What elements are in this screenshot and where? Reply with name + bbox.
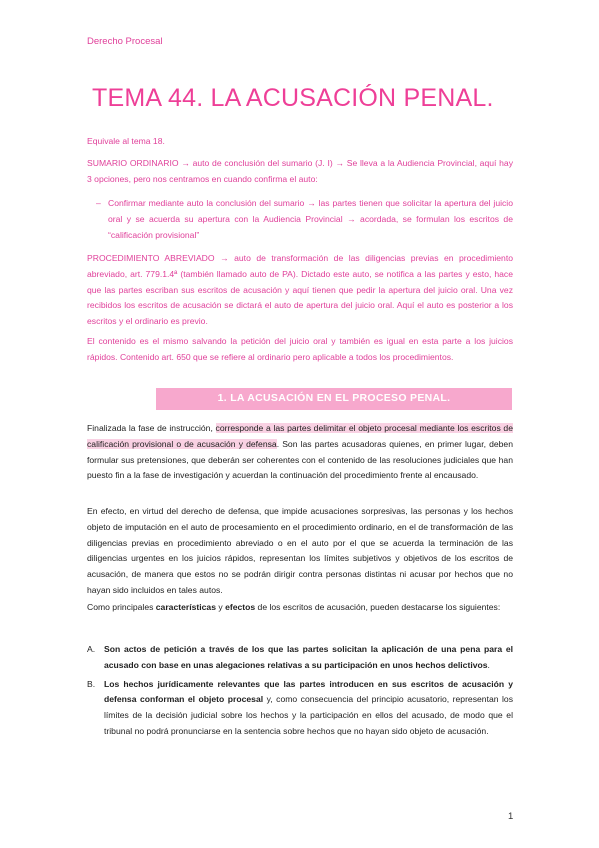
paragraph-text: Finalizada la fase de instrucción, bbox=[87, 423, 216, 433]
contenido-paragraph: El contenido es el mismo salvando la petición del juicio oral y también es igual en esta parte a los juicios rápidos. Contenido art. 650 que se refiere al ordinario pero aplicable a todos los procedimientos. bbox=[87, 336, 513, 362]
paragraph-caracteristicas bbox=[87, 600, 513, 616]
paragraph-text: de los escritos de acusación, pueden destacarse los siguientes: bbox=[255, 602, 501, 612]
dash-list-item bbox=[96, 196, 513, 243]
list-item-bold: Son actos de petición a través de los que las partes solicitan la aplicación de una pena para el acusado con base en unas alegaciones relativas a su participación en unos hechos delictivos bbox=[104, 644, 513, 670]
bold-term: efectos bbox=[225, 602, 256, 612]
equivale-note: Equivale al tema 18. bbox=[87, 136, 165, 146]
paragraph-text: . Son las partes acusadoras quienes, en primer lugar, deben formular sus pretensiones, que deberán ser coherentes con el contenido de las resoluciones judiciales que han puesto fin a la fase de investigación y acuerdan la continuación del procedimiento frente al encausado. bbox=[87, 438, 513, 481]
sumario-paragraph: SUMARIO ORDINARIO → auto de conclusión del sumario (J. I) → Se lleva a la Audiencia Provincial, aquí hay 3 opciones, pero nos centramos en cuando confirma el auto: bbox=[87, 158, 513, 184]
paragraph-text: y bbox=[215, 602, 226, 612]
list-item-text: . bbox=[487, 659, 490, 670]
section-heading-band bbox=[156, 388, 512, 410]
bold-term: características bbox=[155, 602, 216, 612]
highlighted-text: corresponde a las partes delimitar el objeto procesal mediante los escritos de calificación provisional o de acusación y defensa bbox=[87, 423, 513, 449]
list-item bbox=[87, 677, 513, 740]
paragraph-text: Como principales bbox=[87, 602, 156, 612]
paragraph-derecho-defensa: En efecto, en virtud del derecho de defensa, que impide acusaciones sorpresivas, las personas y los hechos objeto de imputación en el auto de procesamiento en el procedimiento ordinario, en el de transformación de las diligencias previas en procedimiento abreviado o en el auto por el que se acuerda la terminación de las diligencias urgentes en los juicios rápidos, representan los límites subjetivos y objetivos de los escritos de acusación, de manera que estos no se podrán dirigir contra personas distintas ni acusar por hechos que no hayan sido incluidos en tales autos. bbox=[87, 506, 513, 595]
page-title: TEMA 44. LA ACUSACIÓN PENAL. bbox=[92, 84, 494, 112]
lettered-list bbox=[87, 642, 513, 740]
list-item-bold: Los hechos jurídicamente relevantes que las partes introducen en sus escritos de acusación y defensa conforman el objeto procesal bbox=[104, 678, 513, 705]
abreviado-paragraph: PROCEDIMIENTO ABREVIADO → auto de transformación de las diligencias previas en procedimiento abreviado, art. 779.1.4ª (también llamado auto de PA). Dictado este auto, se notifica a las partes y esto, hace que las partes escriban sus escritos de acusación y aquí tienen que pedir la apertura del juicio oral. Una vez recibidos los escritos de acusación se dictará el auto de apertura del juicio oral. Aquí el auto es posterior a los escritos y el ordinario es previo. bbox=[87, 253, 513, 327]
dash-marker: – bbox=[96, 198, 101, 208]
list-marker: A. bbox=[87, 644, 96, 654]
list-item-text: y, como consecuencia del principio acusatorio, representan los límites de la decisión judicial sobre los hechos y la participación en ellos del acusado, de modo que el tribunal no podrá pronunciarse en la sentencia sobre hechos que no hayan sido objeto de acusación. bbox=[104, 694, 513, 736]
paragraph-instruccion bbox=[87, 421, 513, 484]
section-heading: 1. LA ACUSACIÓN EN EL PROCESO PENAL. bbox=[217, 392, 451, 404]
page-number: 1 bbox=[508, 811, 514, 822]
list-marker: B. bbox=[87, 678, 96, 689]
list-item bbox=[87, 642, 513, 674]
running-header: Derecho Procesal bbox=[87, 36, 163, 47]
dash-item-text: Confirmar mediante auto la conclusión del sumario → las partes tienen que solicitar la apertura del juicio oral y se acuerda su apertura con la Audiencia Provincial → acordada, se formulan los escritos de “calificación provisional” bbox=[108, 198, 513, 240]
